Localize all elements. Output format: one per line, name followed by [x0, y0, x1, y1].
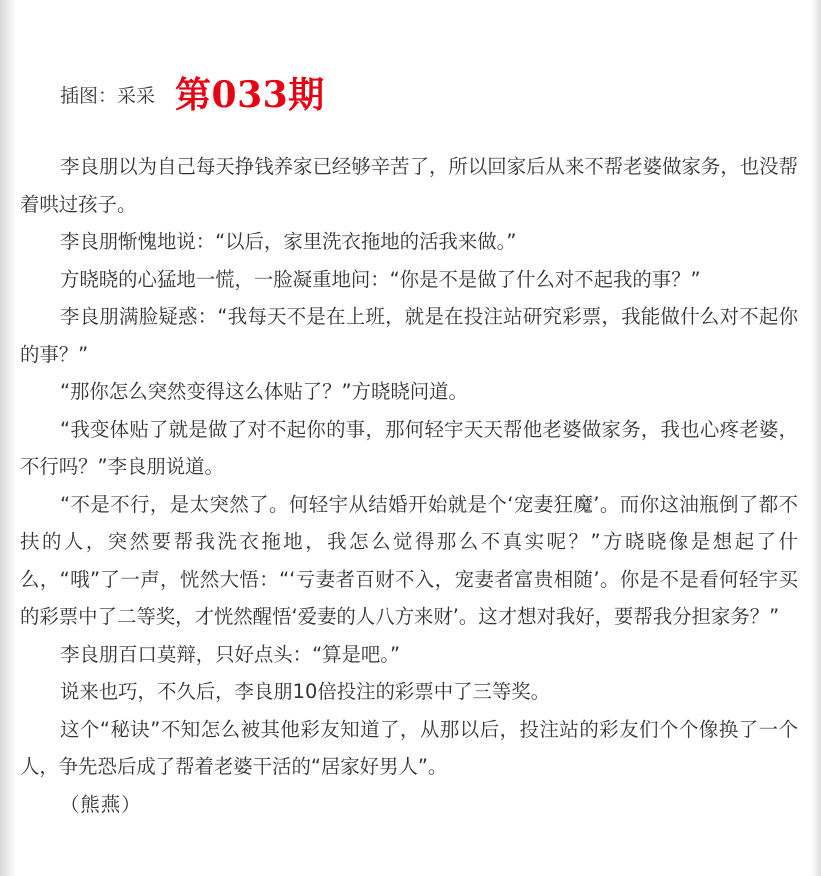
paragraph: 说来也巧，不久后，李良朋10倍投注的彩票中了三等奖。: [60, 680, 551, 703]
issue-title: 第033期: [175, 73, 325, 116]
paragraph: 方晓晓的心猛地一慌，一脸凝重地问：“你是不是做了什么对不起我的事？”: [60, 267, 701, 291]
paragraph: 李良朋百口莫辩，只好点头：“算是吧。”: [60, 642, 401, 666]
article-body: [20, 148, 798, 823]
article-header: [60, 66, 325, 118]
paragraph: “那你怎么突然变得这么体贴了？”方晓晓问道。: [60, 380, 468, 403]
author-byline: （熊燕）: [60, 792, 142, 816]
illustrator-credit: 插图：采采: [60, 84, 156, 107]
paragraph: 李良朋惭愧地说：“以后，家里洗衣拖地的活我来做。”: [60, 230, 517, 253]
page-left-shadow: [0, 0, 16, 876]
paragraph: 李良朋以为自己每天挣钱养家已经够辛苦了，所以回家后从来不帮老婆做家务，也没帮着哄过孩子。: [20, 155, 798, 216]
paragraph: 这个“秘诀”不知怎么被其他彩友知道了，从那以后，投注站的彩友们个个像换了一个人，争先恐后成了帮着老婆干活的“居家好男人”。: [20, 717, 798, 778]
paragraph: “不是不行，是太突然了。何轻宇从结婚开始就是个‘宠妻狂魔’。而你这油瓶倒了都不扶的人，突然要帮我洗衣拖地，我怎么觉得那么不真实呢？”方晓晓像是想起了什么，“哦”了一声，恍然大悟：“‘亏妻者百财不入，宠妻者富贵相随’。你是不是看何轻宇买的彩票中了二等奖，才恍然醒悟‘爱妻的人八方来财’。这才想对我好，要帮我分担家务？”: [20, 492, 798, 628]
paragraph: 李良朋满脸疑惑：“我每天不是在上班，就是在投注站研究彩票，我能做什么对不起你的事？”: [20, 305, 798, 366]
paragraph: “我变体贴了就是做了对不起你的事，那何轻宇天天帮他老婆做家务，我也心疼老婆，不行吗？”李良朋说道。: [20, 417, 798, 478]
page-right-shadow: [811, 0, 821, 876]
